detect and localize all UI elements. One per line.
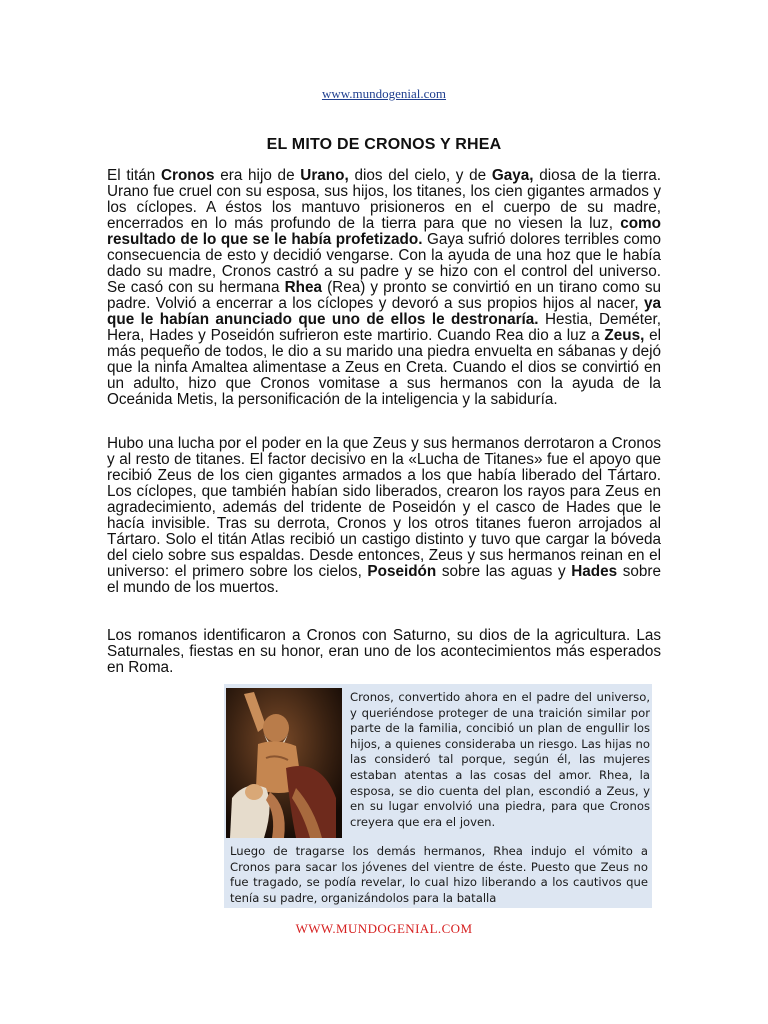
cronos-painting-image [226,688,342,838]
figure-caption-side: Cronos, convertido ahora en el padre del universo, y queriéndose proteger de una traición similar por parte de la familia, concibió un plan de engullir los hijos, a quienes consideraba un riesgo. Las hijas no las consideró tal porque, según él, las mujeres estaban atentas a las cosas del amor. Rhea, la esposa, se dio cuenta del plan, escondió a Zeus, y en su lugar envolvió una piedra, para que Cronos creyera que era el joven. [350,690,650,829]
bold-text-run: ya que le habían anunciado que uno de ellos le destronaría. [107,295,661,328]
bold-text-run: Gaya, [491,167,534,184]
paragraph-2 [107,436,661,596]
text-run: sobre el mundo de los muertos. [107,563,661,596]
bold-text-run: como resultado de lo que se le había profetizado. [107,215,661,248]
text-run: Los romanos identificaron a Cronos con Saturno, su dios de la agricultura. Las Saturnales, fiestas en su honor, eran uno de los acontecimientos más esperados en Roma. [107,627,661,676]
header-site-link[interactable]: www.mundogenial.com [321,86,447,101]
footer-site-link[interactable]: WWW.MUNDOGENIAL.COM [295,921,473,936]
text-run: diosa de la tierra. Urano fue cruel con su esposa, sus hijos, los titanes, los cien gigantes armados y los cíclopes. A éstos los mantuvo prisioneros en el cuerpo de su madre, encerrados en lo más profundo de la tierra para que no viesen la luz, [107,167,662,232]
paragraph-1 [107,168,661,408]
bold-text-run: Cronos [160,167,215,184]
page-title: EL MITO DE CRONOS Y RHEA [266,136,502,153]
text-run: Hubo una lucha por el poder en la que Zeus y sus hermanos derrotaron a Cronos y al resto de titanes. El factor decisivo en la «Lucha de Titanes» fue el apoyo que recibió Zeus de los cien gigantes armados a los que había liberado del Tártaro. Los cíclopes, que también habían sido liberados, crearon los rayos para Zeus en agradecimiento, además del tridente de Poseidón y el casco de Hades que le hacía invisible. Tras su derrota, Cronos y los otros titanes fueron arrojados al Tártaro. Solo el titán Atlas recibió un castigo distinto y tuvo que cargar la bóveda del cielo sobre sus espaldas. Desde entonces, Zeus y sus hermanos reinan en el universo: el primero sobre los cielos, [107,435,661,580]
figure-caption-bottom: Luego de tragarse los demás hermanos, Rhea indujo el vómito a Cronos para sacar los jóvenes del vientre de éste. Puesto que Zeus no fue tragado, se podía revelar, lo cual hizo liberando a los cautivos que tenía su padre, organizándolos para la batalla [230,844,648,905]
text-run: Hestia, Deméter, Hera, Hades y Poseidón sufrieron este martirio. Cuando Rea dio a luz a [107,311,662,344]
bold-text-run: Urano, [300,167,349,184]
text-run: El titán [107,167,161,184]
bold-text-run: Rhea [284,279,322,296]
bold-text-run: Poseidón [367,563,437,580]
bold-text-run: Zeus, [604,327,645,344]
paragraph-3 [107,628,661,676]
text-run: dios del cielo, y de [348,167,492,184]
figure-box [224,684,652,908]
text-run: era hijo de [214,167,301,184]
text-run: sobre las aguas y [436,563,572,580]
text-run: Gaya sufrió dolores terribles como consecuencia de esto y decidió vengarse. Con la ayuda de una hoz que le había dado su madre, Cronos castró a su padre y se hizo con el control del universo. Se casó con su hermana [107,231,661,296]
text-run: el más pequeño de todos, le dio a su marido una piedra envuelta en sábanas y dejó que la ninfa Amaltea alimentase a Zeus en Creta. Cuando el dios se convirtió en un adulto, hizo que Cronos vomitase a sus hermanos con la ayuda de la Oceánida Metis, la personificación de la inteligencia y la sabiduría. [107,327,662,408]
text-run: (Rea) y pronto se convirtió en un tirano como su padre. Volvió a encerrar a los cíclopes y devoró a sus propios hijos al nacer, [107,279,661,312]
bold-text-run: Hades [571,563,618,580]
